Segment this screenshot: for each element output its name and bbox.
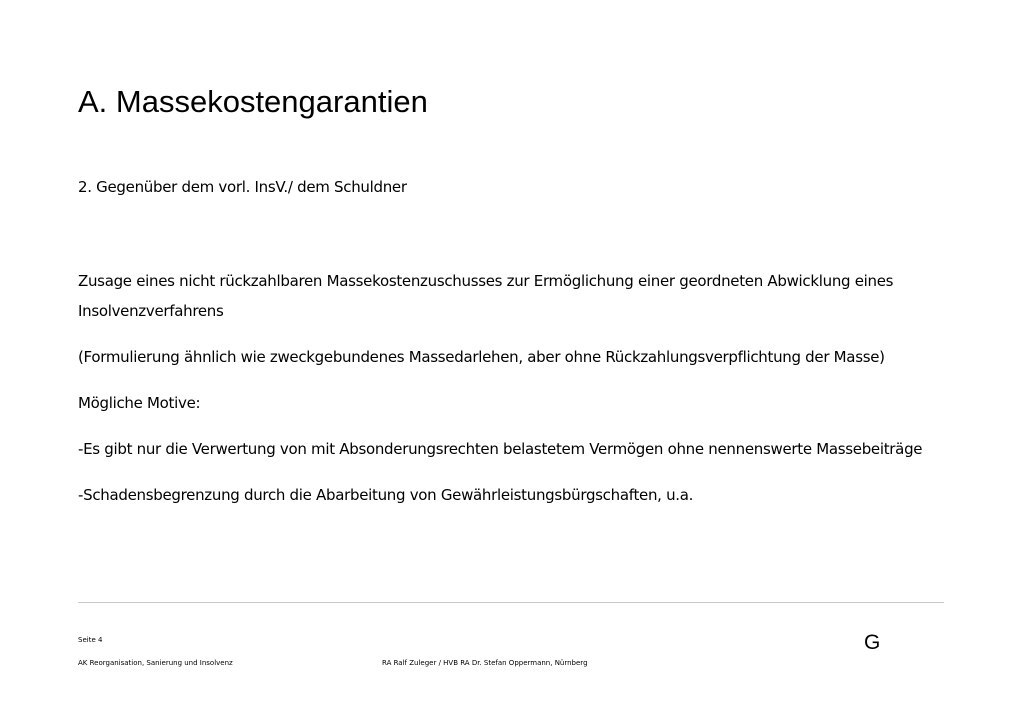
page-number: Seite 4 — [78, 636, 103, 644]
paragraph-formulierung: (Formulierung ähnlich wie zweckgebundenes Massedarlehen, aber ohne Rückzahlungsverpflichtung der Masse) — [78, 348, 885, 366]
footer-authors: RA Ralf Zuleger / HVB RA Dr. Stefan Oppermann, Nürnberg — [382, 659, 588, 667]
content-body — [78, 266, 938, 526]
footer-divider — [78, 602, 944, 603]
slide-subtitle: 2. Gegenüber dem vorl. InsV./ dem Schuldner — [78, 178, 407, 196]
paragraph-motive-schadensbegrenzung: -Schadensbegrenzung durch die Abarbeitung von Gewährleistungsbürgschaften, u.a. — [78, 486, 694, 504]
slide-title: A. Massekostengarantien — [78, 84, 428, 119]
paragraph-zusage: Zusage eines nicht rückzahlbaren Massekostenzuschusses zur Ermöglichung einer geordneten Abwicklung eines Insolvenzverfahrens — [78, 272, 894, 320]
logo-letter: G — [864, 631, 881, 654]
paragraph-motive-verwertung: -Es gibt nur die Verwertung von mit Absonderungsrechten belastetem Vermögen ohne nennenswerte Massebeiträge — [78, 440, 923, 458]
paragraph-motive-heading: Mögliche Motive: — [78, 394, 201, 412]
footer-organization: AK Reorganisation, Sanierung und Insolvenz — [78, 659, 233, 667]
